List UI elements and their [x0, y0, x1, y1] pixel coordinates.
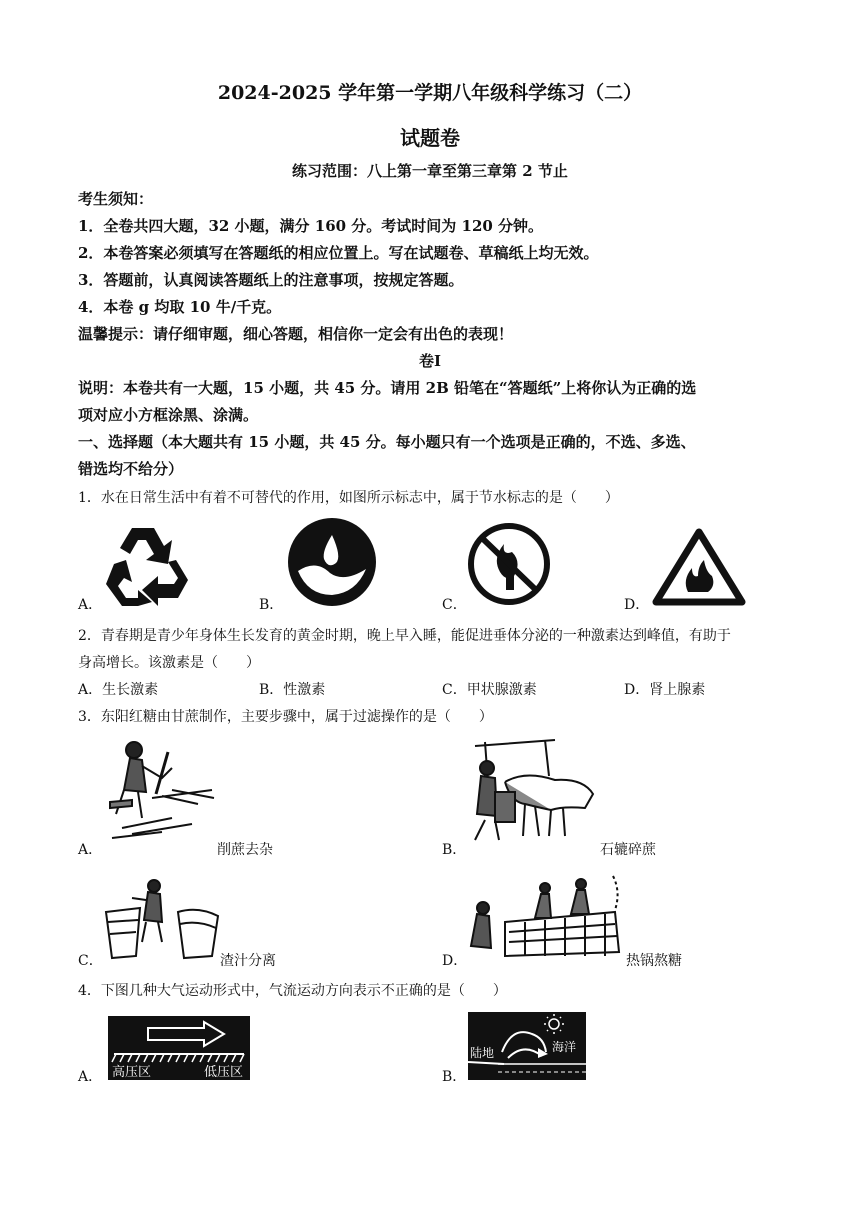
notice-item-3: 3．答题前，认真阅读答题纸上的注意事项，按规定答题。	[78, 271, 464, 289]
q2-stem-line1: 2．青春期是青少年身体生长发育的黄金时期，晚上早入睡，能促进垂体分泌的一种激素达到峰值，有助于	[78, 628, 731, 644]
q2-option-c[interactable]: C．甲状腺激素	[442, 682, 537, 698]
exam-scope: 练习范围：八上第一章至第三章第 2 节止	[292, 162, 568, 180]
q4-stem: 4．下图几种大气运动形式中，气流运动方向表示不正确的是（ ）	[78, 983, 507, 999]
part-heading-line2: 错选均不给分）	[78, 460, 184, 478]
q1-option-c[interactable]: C．	[442, 597, 467, 613]
q3-caption-a: 削蔗去杂	[217, 842, 273, 858]
q3-caption-c: 渣汁分离	[220, 953, 276, 969]
notice-item-4: 4．本卷 g 均取 10 牛/千克。	[78, 298, 282, 316]
q3-caption-b: 石辘碎蔗	[600, 842, 656, 858]
q1-option-a[interactable]: A．	[78, 597, 103, 613]
notice-item-1: 1．全卷共四大题，32 小题，满分 160 分。考试时间为 120 分钟。	[78, 217, 544, 235]
q3-caption-d: 热锅熬糖	[626, 953, 682, 969]
water-drop-icon	[286, 517, 378, 607]
q2-option-d[interactable]: D．肾上腺素	[624, 682, 706, 698]
page-subtitle: 试题卷	[400, 126, 460, 150]
section-desc-line2: 项对应小方框涂黑、涂满。	[78, 406, 259, 424]
q3-illustration-d	[465, 872, 625, 958]
section-desc-line1: 说明：本卷共有一大题，15 小题，共 45 分。请用 2B 铅笔在“答题纸”上将你认为正确的选	[78, 379, 697, 397]
q4-option-a[interactable]: A．	[78, 1069, 103, 1085]
q4-diagram-a	[108, 1016, 250, 1080]
q3-illustration-a	[102, 738, 218, 842]
q3-option-b[interactable]: B．	[442, 842, 467, 858]
page-title: 2024-2025 学年第一学期八年级科学练习（二）	[217, 82, 643, 104]
part-heading-line1: 一、选择题（本大题共有 15 小题，共 45 分。每小题只有一个选项是正确的，不选、多选、	[78, 433, 696, 451]
q1-option-d[interactable]: D．	[624, 597, 650, 613]
q2-option-a[interactable]: A．生长激素	[78, 682, 159, 698]
notice-heading: 考生须知：	[78, 190, 154, 208]
flammable-warning-icon	[652, 528, 746, 606]
land-label: 陆地	[470, 1046, 495, 1060]
q2-stem-line2: 身高增长。该激素是（ ）	[78, 655, 260, 671]
q2-option-b[interactable]: B．性激素	[259, 682, 326, 698]
notice-tip: 温馨提示：请仔细审题，细心答题，相信你一定会有出色的表现！	[78, 325, 514, 343]
volume-label: 卷Ⅰ	[418, 352, 442, 370]
q3-illustration-c	[102, 876, 220, 962]
sea-label: 海洋	[552, 1040, 577, 1054]
notice-item-2: 2．本卷答案必须填写在答题纸的相应位置上。写在试题卷、草稿纸上均无效。	[78, 244, 599, 262]
q3-option-a[interactable]: A．	[78, 842, 103, 858]
q1-stem: 1．水在日常生活中有着不可替代的作用，如图所示标志中，属于节水标志的是（ ）	[78, 490, 619, 506]
q3-option-c[interactable]: C．	[78, 953, 103, 969]
q3-stem: 3．东阳红糖由甘蔗制作，主要步骤中，属于过滤操作的是（ ）	[78, 709, 493, 725]
q1-option-b[interactable]: B．	[259, 597, 284, 613]
no-fire-icon	[466, 522, 552, 606]
q3-option-d[interactable]: D．	[442, 953, 468, 969]
high-pressure-label: 高压区	[112, 1065, 152, 1080]
q4-diagram-b	[468, 1012, 586, 1080]
recycle-icon	[102, 520, 194, 606]
q4-option-b[interactable]: B．	[442, 1069, 467, 1085]
q3-illustration-b	[465, 736, 599, 842]
low-pressure-label: 低压区	[204, 1065, 244, 1080]
